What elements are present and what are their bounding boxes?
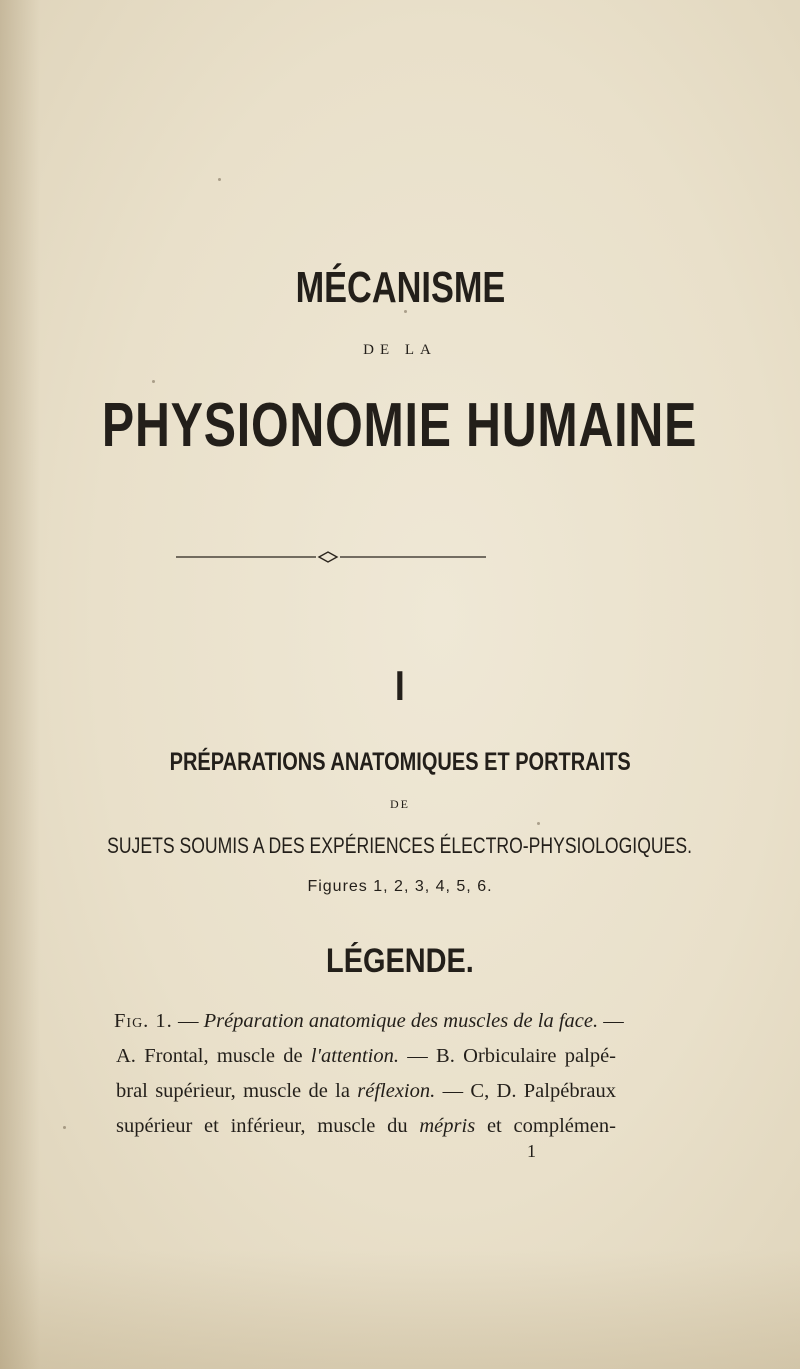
title-line-1: MÉCANISME: [295, 263, 505, 312]
paragraph-line-1: Fig. 1. — Préparation anatomique des muscles de la face. —: [114, 1010, 624, 1032]
page-number: 1: [527, 1141, 536, 1161]
legend-heading: LÉGENDE.: [326, 942, 474, 980]
paper-speck: [152, 380, 155, 383]
diamond-ornament-icon: [319, 552, 337, 562]
paragraph-line-2: A. Frontal, muscle de l'attention. — B. Orbiculaire palpé-: [116, 1045, 616, 1067]
paper-speck: [63, 1126, 66, 1129]
title-line-2: PHYSIONOMIE HUMAINE: [102, 391, 698, 460]
paper-speck: [537, 822, 540, 825]
section-subtitle: SUJETS SOUMIS A DES EXPÉRIENCES ÉLECTRO-PHYSIOLOGIQUES.: [107, 833, 693, 858]
ornamental-rule: [176, 550, 486, 564]
section-title: PRÉPARATIONS ANATOMIQUES ET PORTRAITS: [169, 748, 631, 776]
paper-speck: [218, 178, 221, 181]
paper-speck: [404, 310, 407, 313]
figures-line: Figures 1, 2, 3, 4, 5, 6.: [307, 878, 493, 895]
paragraph-line-4: supérieur et inférieur, muscle du mépris et complémen-: [116, 1115, 616, 1137]
paragraph-line-3: bral supérieur, muscle de la réflexion. — C, D. Palpébraux: [116, 1080, 616, 1102]
legend-paragraph: [114, 1004, 624, 1144]
chapter-number: I: [395, 662, 405, 709]
title-de-la: DE LA: [363, 342, 437, 358]
section-de: DE: [390, 797, 410, 811]
